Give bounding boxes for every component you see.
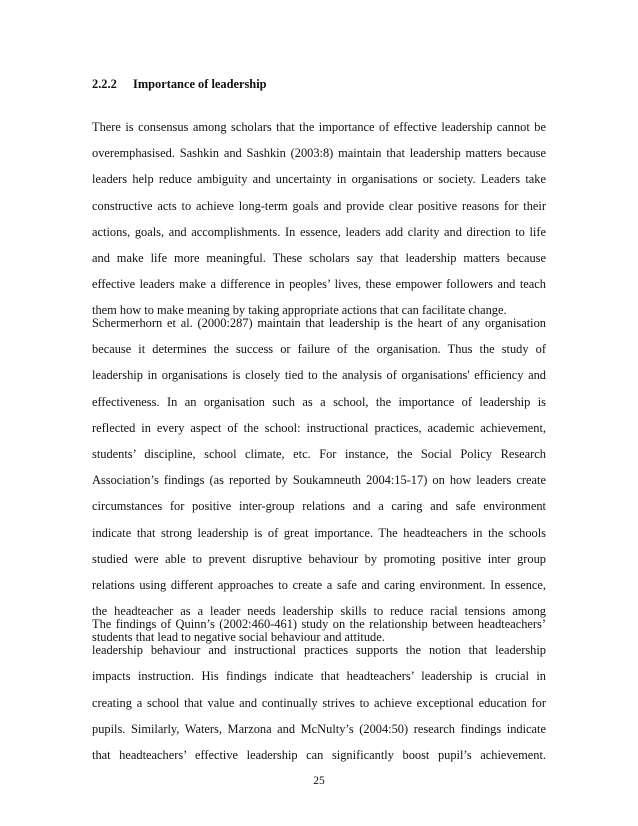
text-line: students’ discipline, school climate, etc. For instance, the Social Policy Research bbox=[92, 446, 546, 461]
text-line: circumstances for positive inter-group relations and a caring and safe environment bbox=[92, 499, 546, 514]
text-line: them how to make meaning by taking appropriate actions that can facilitate change. bbox=[92, 303, 507, 318]
text-line: actions, goals, and accomplishments. In essence, leaders add clarity and direction to life bbox=[92, 224, 546, 239]
text-line: because it determines the success or failure of the organisation. Thus the study of bbox=[92, 342, 546, 357]
section-heading bbox=[92, 77, 267, 92]
text-line: leaders help reduce ambiguity and uncertainty in organisations or society. Leaders take bbox=[92, 172, 546, 187]
text-line: The findings of Quinn’s (2002:460-461) study on the relationship between headteachers’ bbox=[92, 617, 546, 631]
text-line: studied were able to prevent disruptive behaviour by promoting positive inter group bbox=[92, 551, 546, 566]
text-line: impacts instruction. His findings indicate that headteachers’ leadership is crucial in bbox=[92, 669, 546, 684]
text-line: overemphasised. Sashkin and Sashkin (2003:8) maintain that leadership matters because bbox=[92, 146, 546, 161]
text-line: and make life more meaningful. These scholars say that leadership matters because bbox=[92, 250, 546, 265]
section-title: Importance of leadership bbox=[133, 77, 267, 91]
text-line: indicate that strong leadership is of great importance. The headteachers in the schools bbox=[92, 525, 546, 540]
text-line: There is consensus among scholars that the importance of effective leadership cannot be bbox=[92, 120, 546, 134]
text-line: reflected in every aspect of the school: instructional practices, academic achievement, bbox=[92, 420, 546, 435]
text-line: leadership behaviour and instructional practices supports the notion that leadership bbox=[92, 643, 546, 658]
text-line: Association’s findings (as reported by Soukamneuth 2004:15-17) on how leaders create bbox=[92, 473, 546, 488]
text-line: pupils. Similarly, Waters, Marzona and McNulty’s (2004:50) research findings indicate bbox=[92, 721, 546, 736]
text-line: constructive acts to achieve long-term goals and provide clear positive reasons for their bbox=[92, 198, 546, 213]
page-number: 25 bbox=[313, 775, 325, 787]
text-line: students that lead to negative social behaviour and attitude. bbox=[92, 630, 385, 645]
text-line: Schermerhorn et al. (2000:287) maintain that leadership is the heart of any organisation bbox=[92, 316, 546, 330]
paragraph-1 bbox=[92, 114, 546, 324]
text-line: that headteachers’ effective leadership can significantly boost pupil’s achievement. bbox=[92, 747, 546, 762]
text-line: effective leaders make a difference in peoples’ lives, these empower followers and teach bbox=[92, 277, 546, 292]
paragraph-3 bbox=[92, 611, 546, 768]
text-line: relations using different approaches to create a safe and caring environment. In essence, bbox=[92, 577, 546, 592]
text-line: leadership in organisations is closely tied to the analysis of organisations' efficiency and bbox=[92, 368, 546, 383]
text-line: the headteacher as a leader needs leadership skills to reduce racial tensions among bbox=[92, 604, 546, 619]
text-line: creating a school that value and continually strives to achieve exceptional education for bbox=[92, 695, 546, 710]
section-number: 2.2.2 bbox=[92, 77, 117, 91]
text-line: effectiveness. In an organisation such as a school, the importance of leadership is bbox=[92, 394, 546, 409]
paragraph-2 bbox=[92, 310, 546, 650]
